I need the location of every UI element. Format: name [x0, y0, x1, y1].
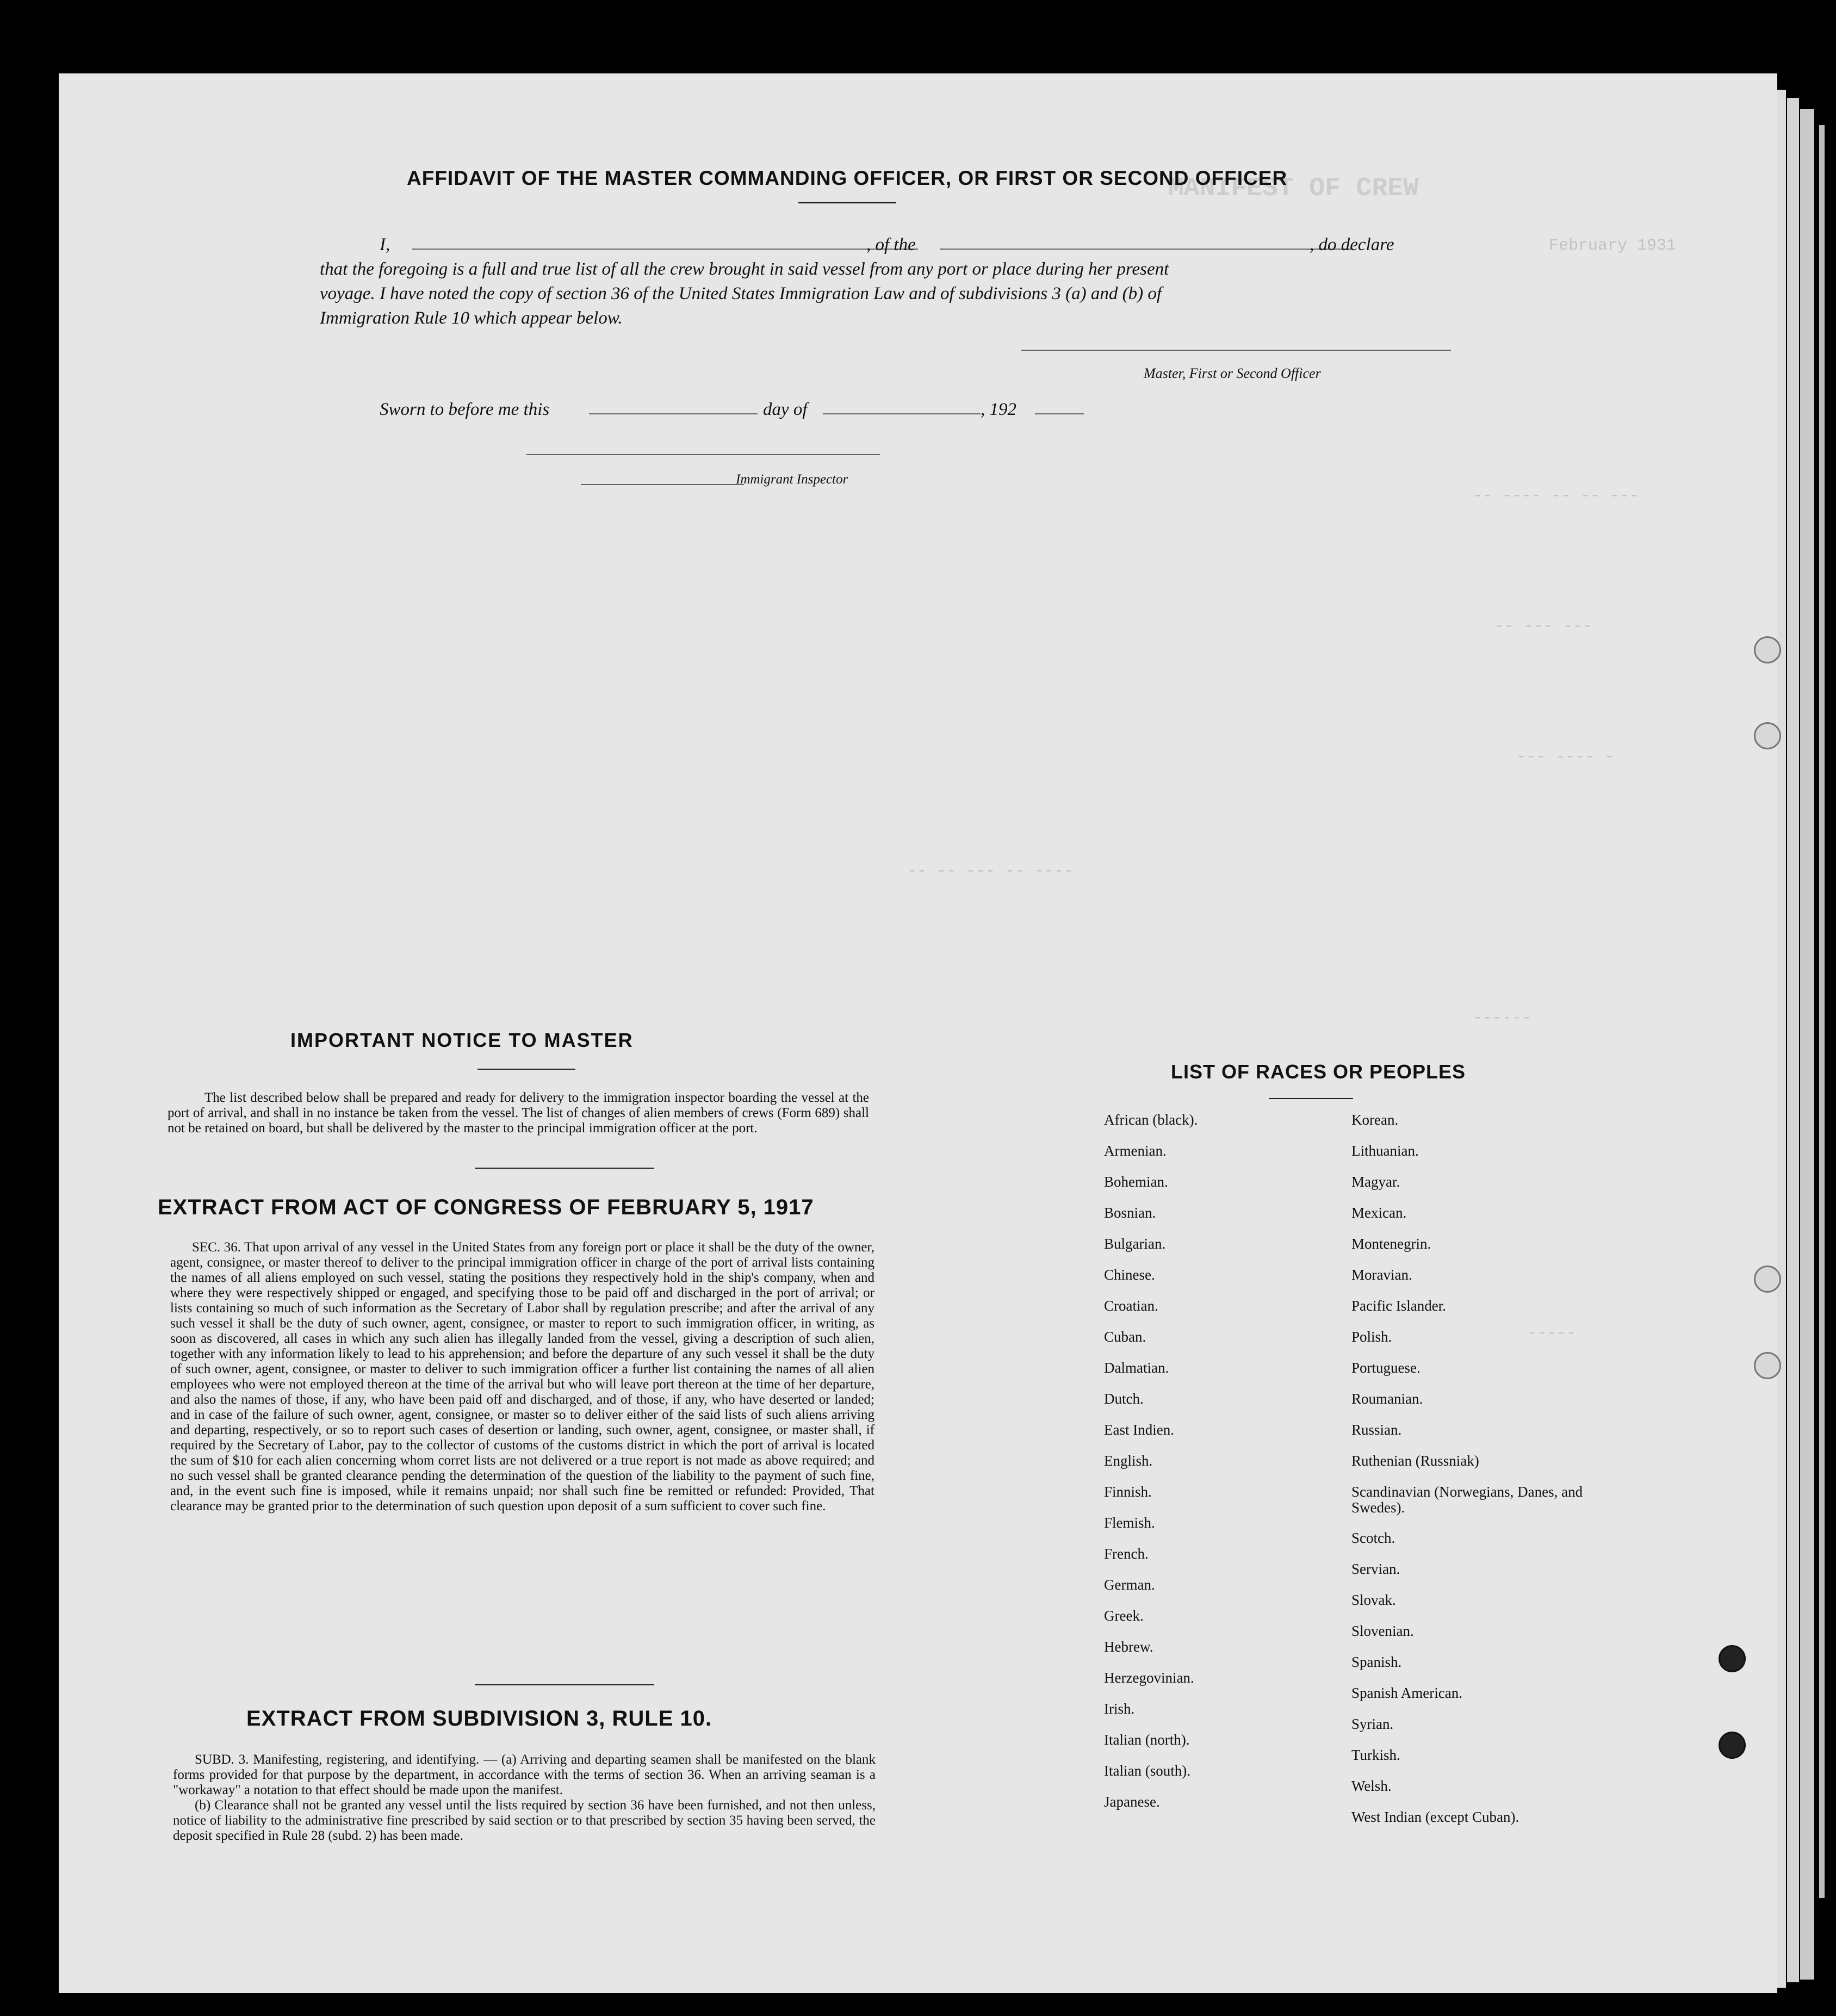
- affidavit-of-the: , of the: [866, 235, 916, 255]
- race-item: German.: [1104, 1577, 1155, 1593]
- race-item: Spanish.: [1351, 1654, 1402, 1670]
- race-item: Russian.: [1351, 1422, 1402, 1438]
- race-item: Bosnian.: [1104, 1205, 1156, 1221]
- race-item: Greek.: [1104, 1608, 1144, 1624]
- race-item: Spanish American.: [1351, 1685, 1462, 1701]
- race-item: Turkish.: [1351, 1747, 1400, 1763]
- race-item: Mexican.: [1351, 1205, 1407, 1221]
- race-item: Flemish.: [1104, 1515, 1155, 1531]
- race-item: Finnish.: [1104, 1484, 1152, 1500]
- race-item: Korean.: [1351, 1112, 1399, 1128]
- affidavit-line4: Immigration Rule 10 which appear below.: [320, 308, 623, 328]
- race-item: Dutch.: [1104, 1391, 1144, 1407]
- sworn-text: Sworn to before me this: [380, 400, 550, 419]
- race-item: Japanese.: [1104, 1794, 1160, 1810]
- race-item: East Indien.: [1104, 1422, 1174, 1438]
- race-item: Hebrew.: [1104, 1639, 1153, 1655]
- race-item: Slovak.: [1351, 1592, 1396, 1608]
- affidavit-declare: , do declare: [1310, 235, 1394, 255]
- race-item: Scotch.: [1351, 1530, 1395, 1546]
- binder-hole: [1754, 722, 1781, 749]
- affidavit-line2: that the foregoing is a full and true list of all the crew brought in said vessel from any port or place during her present: [320, 259, 1169, 279]
- race-item: Armenian.: [1104, 1143, 1167, 1159]
- race-item: English.: [1104, 1453, 1153, 1469]
- race-item: Syrian.: [1351, 1716, 1394, 1732]
- extract-rule-title: EXTRACT FROM SUBDIVISION 3, RULE 10.: [246, 1707, 712, 1730]
- race-item: Bohemian.: [1104, 1174, 1168, 1190]
- race-item: Croatian.: [1104, 1298, 1158, 1314]
- race-item: Italian (north).: [1104, 1732, 1190, 1748]
- binder-hole: [1719, 1645, 1746, 1672]
- race-item: West Indian (except Cuban).: [1351, 1809, 1519, 1825]
- extract-rule-text-a: SUBD. 3. Manifesting, registering, and identifying. — (a) Arriving and departing seamen shall be manifested on the blank forms provided for that purpose by the department, in accordance with the terms of section 36. When an arriving seaman is a "workaway" a notation to that effect should be made upon the manifest.: [173, 1752, 876, 1797]
- notice-text: The list described below shall be prepared and ready for delivery to the immigration inspector boarding the vessel at the port of arrival, and shall in no instance be taken from the vessel. The list of changes of alien members of crews (Form 689) shall not be retained on board, but shall be delivered by the master to the principal immigration officer at the port.: [168, 1090, 869, 1136]
- master-signature-label: Master, First or Second Officer: [1144, 365, 1321, 381]
- binder-hole: [1719, 1732, 1746, 1759]
- binder-hole: [1754, 1266, 1781, 1293]
- extract-act-title: EXTRACT FROM ACT OF CONGRESS OF FEBRUARY 5, 1917: [158, 1195, 814, 1219]
- race-item: Servian.: [1351, 1561, 1400, 1577]
- race-item: Roumanian.: [1351, 1391, 1423, 1407]
- race-item: Dalmatian.: [1104, 1360, 1169, 1376]
- race-item: Slovenian.: [1351, 1623, 1414, 1639]
- document-page: MANIFEST OF CREW February 1931 -- ---- -- -- --- -- --- --- --- ---- - -- -- --- -- ---- ------ ----- AFFIDAVIT OF THE MASTER COMMANDING OFFICER, OR FIRST OR SECOND OFFICER I, , of the , do declare that the foregoing is a full and true list of all the crew brought in said vessel from any port or place during her present voyage. I have noted the copy of section 36 of the United States Immigration Law and of subdivisions 3 (a) and (b) of Immigration Rule 10 which appear below. Master, First or Second Officer Sworn to before me this day of , 192 Immigrant Inspector IMPORTANT NOTICE TO MASTER The list described below shall be prepared and ready for delivery to the immigration inspector boarding the vessel at the port of arrival, and shall in no instance be taken from the vessel. The list of changes of alien members of crews (Form 689) shall not be retained on board, but shall be delivered by the master to the principal immigration officer at the port. EXTRACT FROM ACT OF CONGRESS OF FEBRUARY 5, 1917 SEC. 36. That upon arrival of any vessel in the United States from any foreign port or place it shall be the duty of the owner, agent, consignee, or master thereof to deliver to the principal immigration officer in charge of the port of arrival lists containing the names of all aliens employed on such vessel, stating the positions they respectively hold in the ship's company, when and where they were respectively shipped or engaged, and specifying those to be paid off and discharged in the port of arrival; or lists containing so much of such information as the Secretary of Labor shall by regulation prescribe; and after the arrival of any such vessel it shall be the duty of such owner, agent, consignee, or master to report to such immigration officer, in writing, as soon as discovered, all cases in which any such alien has illegally landed from the vessel, giving a description of such alien, together with any information likely to lead to his apprehension; and before the departure of any such vessel it shall be the duty of such owner, agent, consignee, or master to deliver to such immigration officer a further list containing the names of all alien employees who were not employed thereon at the time of the arrival but who will leave port thereon at the time of her departure, and also the names of those, if any, who have been paid off and discharged, and of those, if any, who have deserted or landed; and in case of the failure of such owner, agent, consignee, or master so to deliver either of the said lists of such aliens arriving and departing, respectively, or so to report such cases of desertion or landing, such owner, agent, consignee, or master shall, if required by the Secretary of Labor, pay to the collector of customs of the customs district in which the port of arrival is located the sum of $10 for each alien concerning whom corret lists are not delivered or a true report is not made as above required; and no such vessel shall be granted clearance pending the determination of the question of the liability to the payment of such fine, and, in the event such fine is imposed, while it remains unpaid; nor shall such fine be remitted or refunded: Provided, That clearance may be granted prior to the determination of such question upon deposit of a sum sufficient to cover such fine. EXTRACT FROM SUBDIVISION 3, RULE 10. SUBD. 3. Manifesting, registering, and identifying. — (a) Arriving and departing seamen shall be manifested on the blank forms provided for that purpose by the department, in accordance with the terms of section 36. When an arriving seaman is a "workaway" a notation to that effect should be made upon the manifest. (b) Clearance shall not be granted any vessel until the lists required by section 36 have been furnished, and not then unless, notice of liability to the administrative fine prescribed by said section or to that prescribed by section 35 having been served, the deposit specified in Rule 28 (subd. 2) has been made. LIST OF RACES OR PEOPLES African (black). Armenian. Bohemian. Bosnian. Bulgarian. Chinese. Croatian. Cuban. Dalmatian. Dutch. East Indien. English. Finnish. Flemish. French. German. Greek. Hebrew. Herzegovinian. Irish. Italian (north). Italian (south). Japanese. Korean. Lithuanian. Magyar. Mexican. Montenegrin. Moravian. Pacific Islander. Polish. Portuguese. Roumanian. Russian. Ruthenian (Russniak) Scandinavian (Norwegians, Danes, and Swedes). Scotch. Servian. Slovak. Slovenian. Spanish. Spanish American. Syrian. Turkish. Welsh. West Indian (except Cuban).: [59, 73, 1777, 1993]
- race-item: Herzegovinian.: [1104, 1670, 1194, 1686]
- year-text: , 192: [981, 400, 1016, 419]
- affidavit-line3: voyage. I have noted the copy of section 36 of the United States Immigration Law and of subdivisions 3 (a) and (b) of: [320, 284, 1162, 303]
- race-item: French.: [1104, 1546, 1149, 1562]
- race-item: Polish.: [1351, 1329, 1392, 1345]
- race-item: Bulgarian.: [1104, 1236, 1166, 1252]
- race-item: Magyar.: [1351, 1174, 1400, 1190]
- race-item: Pacific Islander.: [1351, 1298, 1446, 1314]
- race-item: Portuguese.: [1351, 1360, 1421, 1376]
- race-item: Scandinavian (Norwegians, Danes, and Swedes).: [1351, 1484, 1583, 1516]
- binder-hole: [1754, 1352, 1781, 1379]
- race-item: Moravian.: [1351, 1267, 1412, 1283]
- inspector-label: Immigrant Inspector: [736, 472, 848, 487]
- race-item: African (black).: [1104, 1112, 1198, 1128]
- race-item: Lithuanian.: [1351, 1143, 1419, 1159]
- race-item: Cuban.: [1104, 1329, 1146, 1345]
- binder-hole: [1754, 636, 1781, 663]
- day-of-text: day of: [763, 400, 808, 419]
- race-item: Chinese.: [1104, 1267, 1155, 1283]
- race-item: Italian (south).: [1104, 1763, 1190, 1779]
- race-item: Montenegrin.: [1351, 1236, 1431, 1252]
- race-item: Irish.: [1104, 1701, 1135, 1717]
- race-item: Ruthenian (Russniak): [1351, 1453, 1479, 1469]
- races-title: LIST OF RACES OR PEOPLES: [1171, 1060, 1466, 1083]
- affidavit-title: AFFIDAVIT OF THE MASTER COMMANDING OFFICER, OR FIRST OR SECOND OFFICER: [407, 167, 1288, 189]
- affidavit-i: I,: [380, 235, 390, 255]
- race-item: Welsh.: [1351, 1778, 1392, 1794]
- notice-title: IMPORTANT NOTICE TO MASTER: [290, 1029, 634, 1051]
- extract-act-text: SEC. 36. That upon arrival of any vessel in the United States from any foreign port or place it shall be the duty of the owner, agent, consignee, or master thereof to deliver to the principal immigration officer in charge of the port of arrival lists containing the names of all aliens employed on such vessel, stating the positions they respectively hold in the ship's company, when and where they were respectively shipped or engaged, and specifying those to be paid off and discharged in the port of arrival; or lists containing so much of such information as the Secretary of Labor shall by regulation prescribe; and after the arrival of any such vessel it shall be the duty of such owner, agent, consignee, or master to report to such immigration officer, in writing, as soon as discovered, all cases in which any such alien has illegally landed from the vessel, giving a description of such alien, together with any information likely to lead to his apprehension; and before the departure of any such vessel it shall be the duty of such owner, agent, consignee, or master to deliver to such immigration officer a further list containing the names of all alien employees who were not employed thereon at the time of the arrival but who will leave port thereon at the time of her departure, and also the names of those, if any, who have been paid off and discharged, and of those, if any, who have deserted or landed; and in case of the failure of such owner, agent, consignee, or master so to deliver either of the said lists of such aliens arriving and departing, respectively, or so to report such cases of desertion or landing, such owner, agent, consignee, or master shall, if required by the Secretary of Labor, pay to the collector of customs of the customs district in which the port of arrival is located the sum of $10 for each alien concerning whom corret lists are not delivered or a true report is not made as above required; and no such vessel shall be granted clearance pending the determination of the question of the liability to the payment of such fine, and, in the event such fine is imposed, while it remains unpaid; nor shall such fine be remitted or refunded: Provided, That clearance may be granted prior to the determination of such question upon deposit of a sum sufficient to cover such fine.: [170, 1240, 874, 1513]
- extract-rule-text-b: (b) Clearance shall not be granted any vessel until the lists required by section 36 have been furnished, and not then unless, notice of liability to the administrative fine prescribed by said section or to that prescribed by section 35 having been served, the deposit specified in Rule 28 (subd. 2) has been made.: [173, 1798, 876, 1843]
